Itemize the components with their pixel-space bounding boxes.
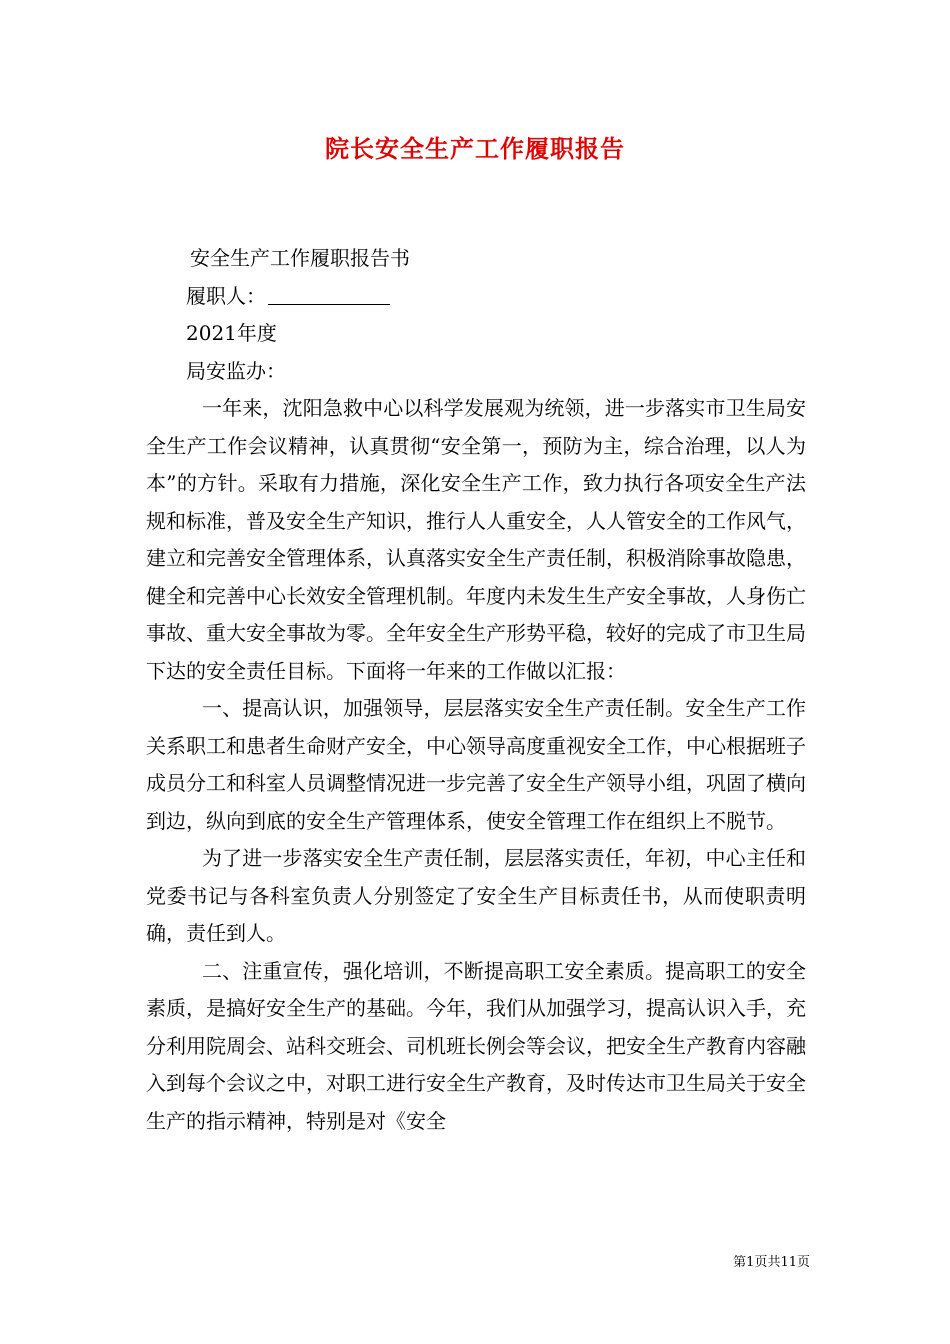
addressee: 局安监办： <box>186 358 286 383</box>
paragraph-2: 一、提高认识，加强领导，层层落实安全生产责任制。安全生产工作关系职工和患者生命财产安全，中心领导高度重视安全工作，中心根据班子成员分工和科室人员调整情况进一步完善了安全生产领导小组，巩固了横向到边，纵向到底的安全生产管理体系，使安全管理工作在组织上不脱节。 <box>146 696 806 833</box>
report-name: 安全生产工作履职报告书 <box>190 246 410 270</box>
report-year: 2021年度 <box>186 321 277 345</box>
page-number: 第1页共11页 <box>733 1255 810 1270</box>
person-blank-field <box>268 284 390 305</box>
person-line <box>146 278 806 316</box>
paragraph-3: 为了进一步落实安全生产责任制，层层落实责任，年初，中心主任和党委书记与各科室负责人分别签定了安全生产目标责任书，从而使职责明确，责任到人。 <box>146 846 806 945</box>
paragraph-4: 二、注重宣传，强化培训，不断提高职工安全素质。提高职工的安全素质，是搞好安全生产的基础。今年，我们从加强学习，提高认识入手，充分利用院周会、站科交班会、司机班长例会等会议，把安全生产教育内容融入到每个会议之中，对职工进行安全生产教育，及时传达市卫生局关于安全生产的指示精神，特别是对《安全 <box>146 958 806 1133</box>
document-title: 院长安全生产工作履职报告 <box>325 134 625 163</box>
document-body <box>146 240 806 1140</box>
person-label: 履职人： <box>186 283 266 308</box>
paragraph-1: 一年来，沈阳急救中心以科学发展观为统领，进一步落实市卫生局安全生产工作会议精神，认真贯彻“安全第一，预防为主，综合治理，以人为本”的方针。采取有力措施，深化安全生产工作，致力执行各项安全生产法规和标准，普及安全生产知识，推行人人重安全，人人管安全的工作风气，建立和完善安全管理体系，认真落实安全生产责任制，积极消除事故隐患，健全和完善中心长效安全管理机制。年度内未发生生产安全事故，人身伤亡事故、重大安全事故为零。全年安全生产形势平稳，较好的完成了市卫生局下达的安全责任目标。下面将一年来的工作做以汇报： <box>146 396 806 683</box>
